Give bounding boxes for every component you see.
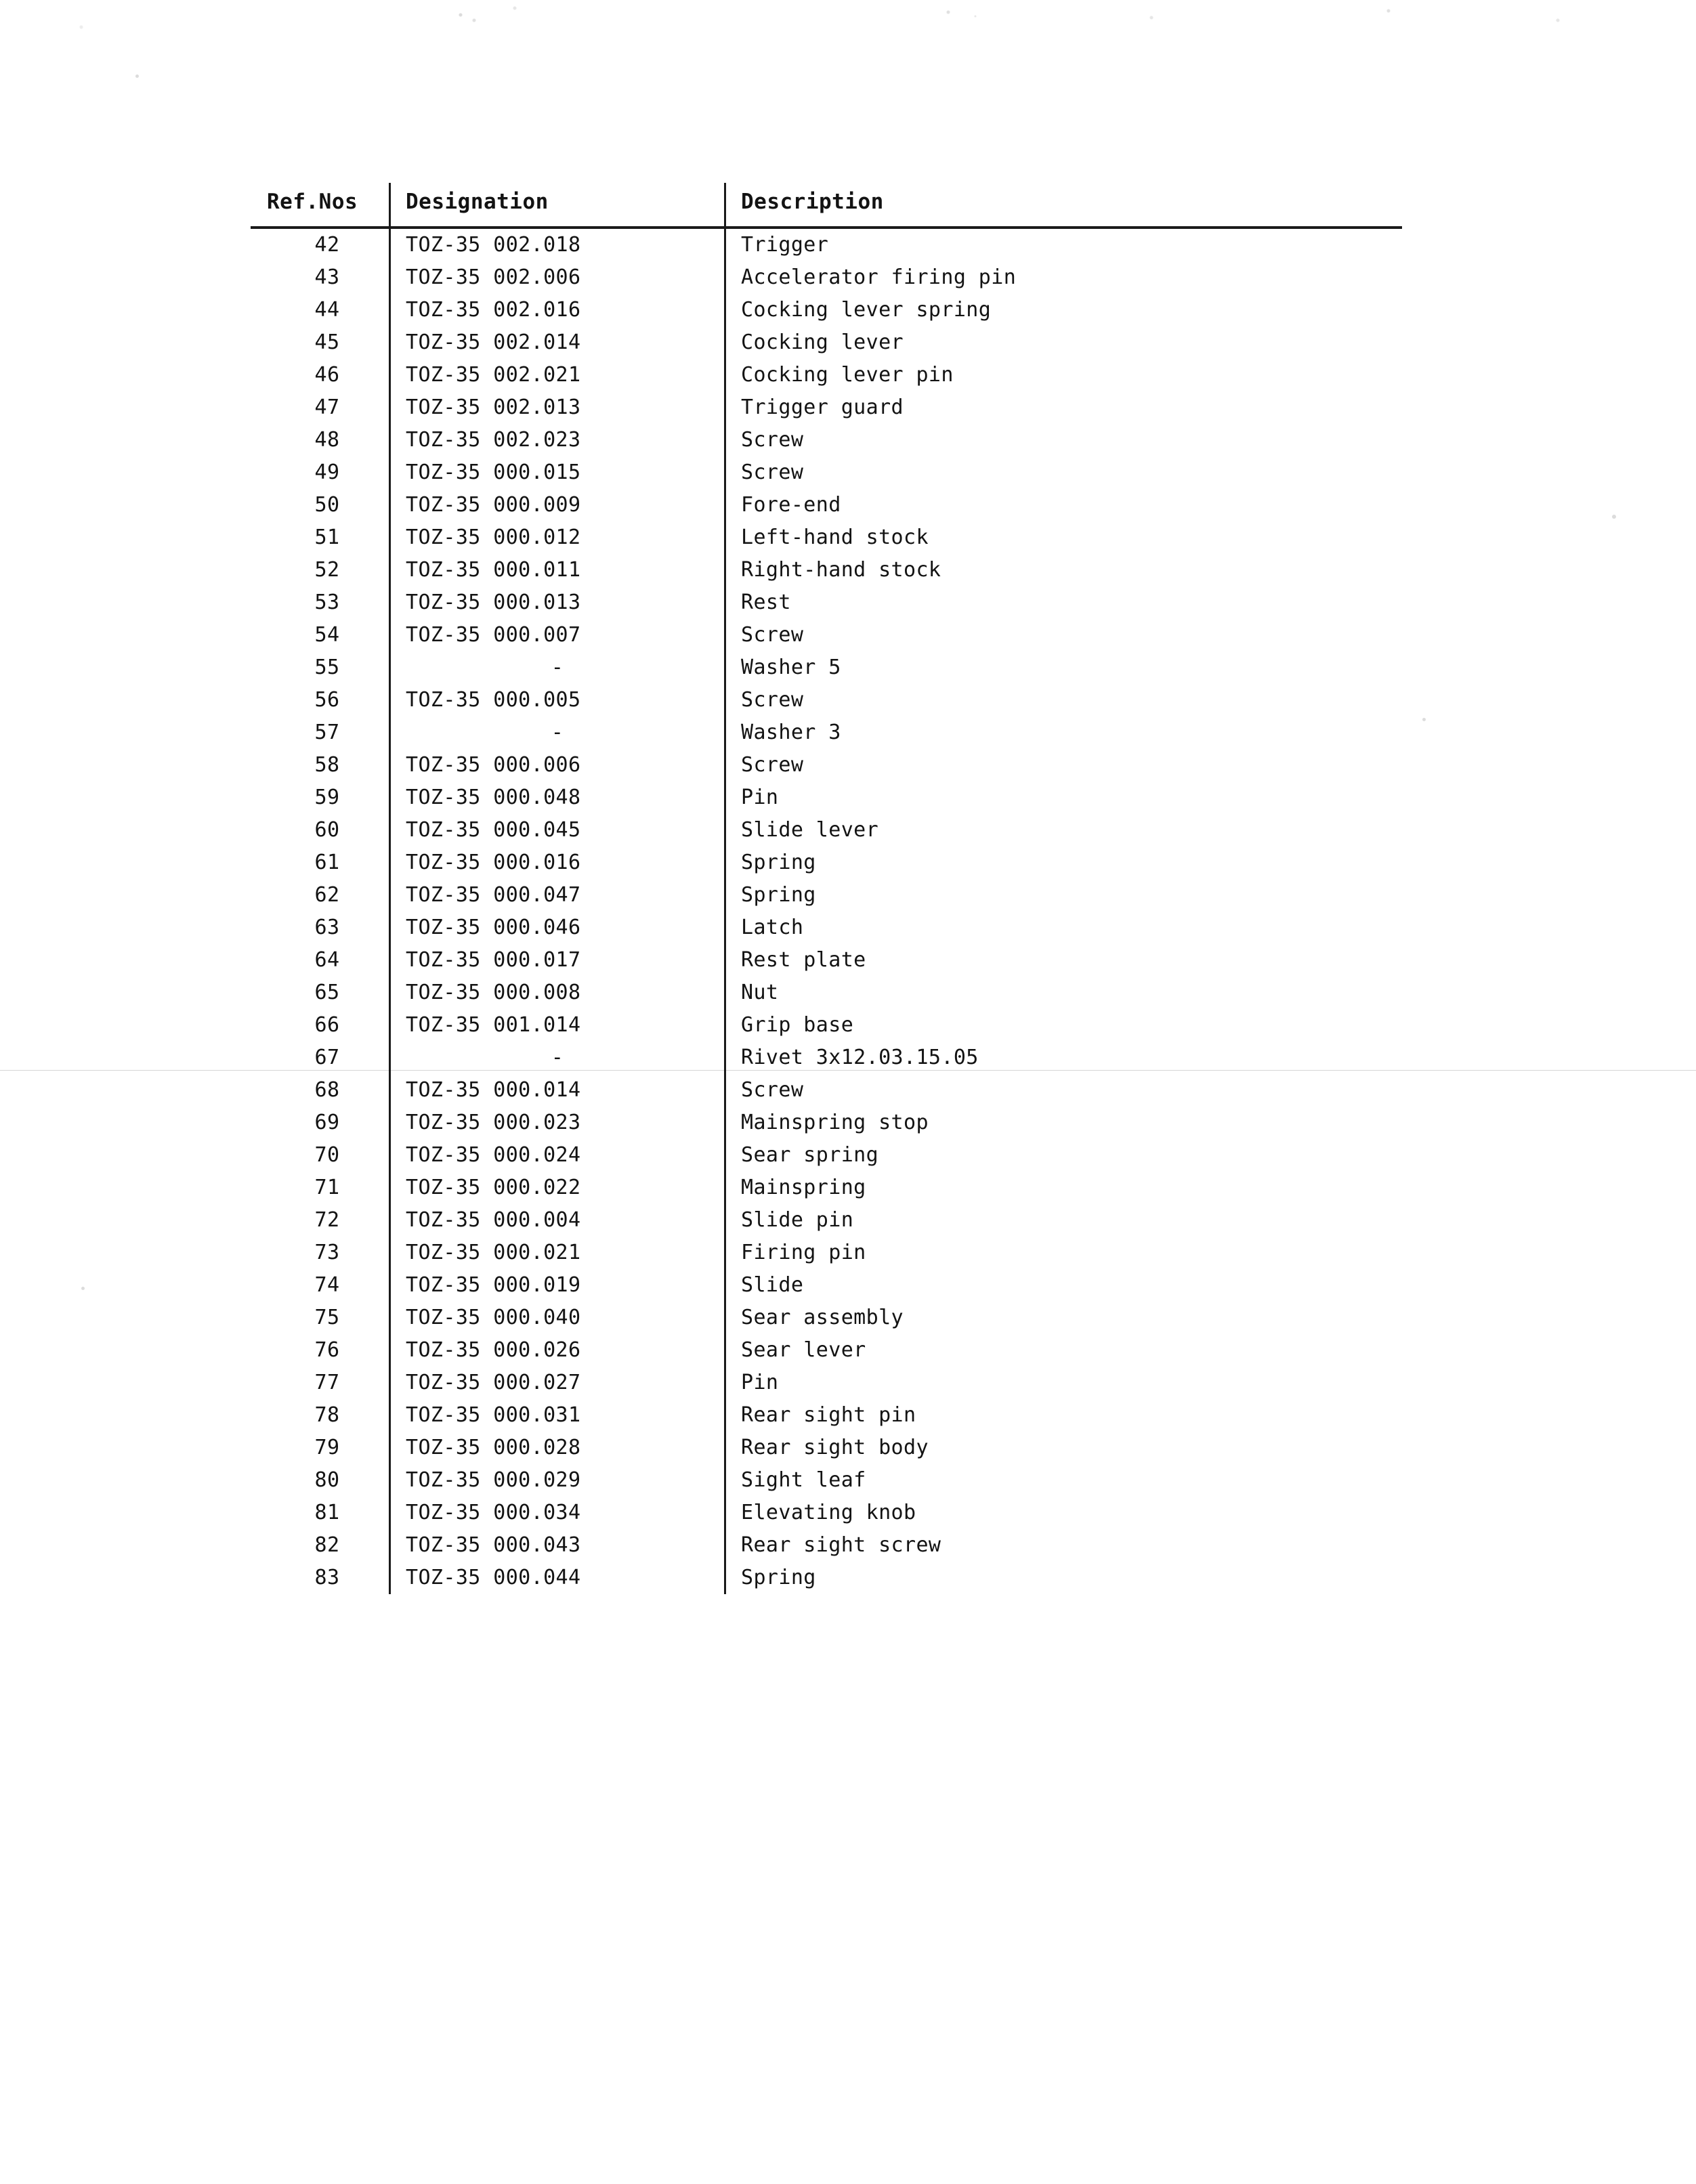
cell-description: Screw: [725, 749, 1403, 781]
cell-ref-no: 54: [314, 623, 340, 647]
cell-designation: TOZ-35 000.022: [390, 1172, 725, 1204]
table-row: [251, 456, 1402, 489]
cell-designation: TOZ-35 002.018: [390, 228, 725, 261]
cell-ref-no: 73: [314, 1241, 340, 1264]
cell-description: Rear sight body: [725, 1432, 1403, 1464]
cell-ref-no: 52: [314, 558, 340, 582]
cell-designation: TOZ-35 000.011: [390, 554, 725, 586]
cell-description: Cocking lever: [725, 326, 1403, 359]
cell-designation: TOZ-35 000.028: [390, 1432, 725, 1464]
table-row: [251, 977, 1402, 1009]
cell-description: Elevating knob: [725, 1497, 1403, 1529]
cell-description: Slide: [725, 1269, 1403, 1302]
cell-ref-no: 77: [314, 1371, 340, 1394]
cell-description: Slide lever: [725, 814, 1403, 847]
table-row: [251, 554, 1402, 586]
cell-ref-no: 66: [314, 1013, 340, 1037]
cell-description: Nut: [725, 977, 1403, 1009]
cell-designation: TOZ-35 000.014: [390, 1074, 725, 1107]
cell-designation: TOZ-35 000.021: [390, 1237, 725, 1269]
table-row: [251, 391, 1402, 424]
table-row: [251, 651, 1402, 684]
table-row: [251, 1399, 1402, 1432]
cell-designation: TOZ-35 000.005: [390, 684, 725, 716]
table-row: [251, 716, 1402, 749]
table-row: [251, 489, 1402, 521]
cell-designation: TOZ-35 001.014: [390, 1009, 725, 1042]
cell-description: Grip base: [725, 1009, 1403, 1042]
cell-description: Accelerator firing pin: [725, 261, 1403, 294]
cell-ref-no: 61: [314, 851, 340, 874]
cell-ref-no: 51: [314, 526, 340, 549]
parts-table: [251, 183, 1402, 1594]
cell-ref-no: 67: [314, 1046, 340, 1069]
cell-description: Trigger guard: [725, 391, 1403, 424]
table-row: [251, 326, 1402, 359]
cell-designation: TOZ-35 000.043: [390, 1529, 725, 1562]
cell-description: Latch: [725, 912, 1403, 944]
cell-description: Cocking lever spring: [725, 294, 1403, 326]
cell-designation: TOZ-35 002.023: [390, 424, 725, 456]
cell-designation: TOZ-35 000.045: [390, 814, 725, 847]
cell-designation: TOZ-35 000.015: [390, 456, 725, 489]
table-row: [251, 294, 1402, 326]
cell-designation: TOZ-35 000.019: [390, 1269, 725, 1302]
table-header: [251, 183, 1402, 228]
table-row: [251, 1204, 1402, 1237]
column-header-designation: Designation: [390, 183, 725, 228]
table-row: [251, 1139, 1402, 1172]
parts-list-sheet: [251, 183, 1402, 1594]
cell-designation: TOZ-35 000.031: [390, 1399, 725, 1432]
cell-description: Slide pin: [725, 1204, 1403, 1237]
cell-designation: TOZ-35 000.047: [390, 879, 725, 912]
cell-ref-no: 55: [314, 656, 340, 679]
cell-description: Sear lever: [725, 1334, 1403, 1367]
cell-ref-no: 60: [314, 818, 340, 842]
cell-description: Rivet 3x12.03.15.05: [725, 1042, 1403, 1074]
cell-description: Fore-end: [725, 489, 1403, 521]
table-row: [251, 359, 1402, 391]
cell-ref-no: 47: [314, 395, 340, 419]
cell-ref-no: 64: [314, 948, 340, 972]
cell-ref-no: 44: [314, 298, 340, 322]
column-header-description: Description: [725, 183, 1403, 228]
cell-ref-no: 53: [314, 591, 340, 614]
cell-designation: TOZ-35 000.048: [390, 781, 725, 814]
table-row: [251, 814, 1402, 847]
cell-description: Sear assembly: [725, 1302, 1403, 1334]
table-row: [251, 1042, 1402, 1074]
cell-description: Spring: [725, 847, 1403, 879]
cell-ref-no: 46: [314, 363, 340, 387]
cell-ref-no: 56: [314, 688, 340, 712]
cell-designation: TOZ-35 000.044: [390, 1562, 725, 1594]
cell-description: Screw: [725, 619, 1403, 651]
cell-ref-no: 82: [314, 1533, 340, 1557]
scan-noise-top: [0, 0, 1696, 47]
table-row: [251, 1269, 1402, 1302]
table-row: [251, 781, 1402, 814]
cell-description: Sear spring: [725, 1139, 1403, 1172]
scan-speck: [1422, 718, 1426, 721]
table-row: [251, 1302, 1402, 1334]
cell-description: Rest: [725, 586, 1403, 619]
cell-ref-no: 83: [314, 1566, 340, 1589]
cell-ref-no: 72: [314, 1208, 340, 1232]
cell-description: Mainspring: [725, 1172, 1403, 1204]
scan-speck: [1612, 515, 1616, 519]
cell-ref-no: 63: [314, 916, 340, 939]
cell-designation: TOZ-35 000.007: [390, 619, 725, 651]
cell-ref-no: 62: [314, 883, 340, 907]
cell-description: Spring: [725, 1562, 1403, 1594]
cell-description: Spring: [725, 879, 1403, 912]
table-header-row: [251, 183, 1402, 228]
table-row: [251, 1107, 1402, 1139]
cell-description: Pin: [725, 1367, 1403, 1399]
cell-designation: TOZ-35 002.014: [390, 326, 725, 359]
cell-designation: -: [390, 1042, 725, 1074]
cell-designation: TOZ-35 000.009: [390, 489, 725, 521]
table-row: [251, 228, 1402, 261]
cell-ref-no: 79: [314, 1436, 340, 1459]
cell-designation: TOZ-35 000.004: [390, 1204, 725, 1237]
table-row: [251, 912, 1402, 944]
table-row: [251, 1464, 1402, 1497]
cell-ref-no: 65: [314, 981, 340, 1004]
table-row: [251, 1432, 1402, 1464]
cell-description: Rear sight pin: [725, 1399, 1403, 1432]
table-row: [251, 586, 1402, 619]
cell-ref-no: 59: [314, 786, 340, 809]
cell-ref-no: 78: [314, 1403, 340, 1427]
cell-designation: TOZ-35 002.013: [390, 391, 725, 424]
table-body: [251, 228, 1402, 1594]
cell-ref-no: 69: [314, 1111, 340, 1134]
cell-designation: TOZ-35 002.021: [390, 359, 725, 391]
cell-designation: TOZ-35 002.016: [390, 294, 725, 326]
cell-ref-no: 42: [314, 233, 340, 257]
cell-description: Pin: [725, 781, 1403, 814]
cell-ref-no: 74: [314, 1273, 340, 1297]
cell-ref-no: 75: [314, 1306, 340, 1329]
table-row: [251, 1367, 1402, 1399]
cell-ref-no: 50: [314, 493, 340, 517]
table-row: [251, 684, 1402, 716]
cell-designation: TOZ-35 000.008: [390, 977, 725, 1009]
cell-description: Screw: [725, 424, 1403, 456]
cell-ref-no: 70: [314, 1143, 340, 1167]
column-header-ref-nos: Ref.Nos: [251, 183, 390, 228]
table-row: [251, 1009, 1402, 1042]
cell-description: Screw: [725, 1074, 1403, 1107]
scan-speck: [81, 1287, 85, 1290]
cell-ref-no: 81: [314, 1501, 340, 1524]
cell-description: Cocking lever pin: [725, 359, 1403, 391]
table-row: [251, 1334, 1402, 1367]
table-row: [251, 1529, 1402, 1562]
cell-description: Mainspring stop: [725, 1107, 1403, 1139]
cell-ref-no: 43: [314, 265, 340, 289]
table-row: [251, 619, 1402, 651]
cell-description: Screw: [725, 456, 1403, 489]
cell-designation: TOZ-35 002.006: [390, 261, 725, 294]
cell-designation: TOZ-35 000.024: [390, 1139, 725, 1172]
cell-ref-no: 58: [314, 753, 340, 777]
cell-designation: TOZ-35 000.029: [390, 1464, 725, 1497]
cell-ref-no: 57: [314, 721, 340, 744]
cell-designation: -: [390, 651, 725, 684]
cell-ref-no: 49: [314, 461, 340, 484]
cell-description: Screw: [725, 684, 1403, 716]
cell-ref-no: 68: [314, 1078, 340, 1102]
table-row: [251, 521, 1402, 554]
cell-designation: TOZ-35 000.006: [390, 749, 725, 781]
cell-designation: TOZ-35 000.034: [390, 1497, 725, 1529]
cell-designation: TOZ-35 000.046: [390, 912, 725, 944]
scan-speck: [135, 74, 139, 78]
table-row: [251, 944, 1402, 977]
cell-description: Rest plate: [725, 944, 1403, 977]
table-row: [251, 1237, 1402, 1269]
table-row: [251, 1497, 1402, 1529]
table-row: [251, 1562, 1402, 1594]
cell-description: Sight leaf: [725, 1464, 1403, 1497]
cell-designation: TOZ-35 000.016: [390, 847, 725, 879]
cell-description: Trigger: [725, 228, 1403, 261]
cell-ref-no: 76: [314, 1338, 340, 1362]
cell-ref-no: 45: [314, 330, 340, 354]
table-row: [251, 879, 1402, 912]
cell-designation: TOZ-35 000.023: [390, 1107, 725, 1139]
table-row: [251, 847, 1402, 879]
cell-designation: TOZ-35 000.012: [390, 521, 725, 554]
cell-description: Washer 5: [725, 651, 1403, 684]
table-row: [251, 1074, 1402, 1107]
cell-description: Right-hand stock: [725, 554, 1403, 586]
cell-ref-no: 48: [314, 428, 340, 452]
cell-designation: TOZ-35 000.027: [390, 1367, 725, 1399]
cell-designation: TOZ-35 000.017: [390, 944, 725, 977]
table-row: [251, 261, 1402, 294]
cell-designation: TOZ-35 000.013: [390, 586, 725, 619]
cell-description: Rear sight screw: [725, 1529, 1403, 1562]
cell-ref-no: 71: [314, 1176, 340, 1199]
cell-description: Firing pin: [725, 1237, 1403, 1269]
cell-designation: TOZ-35 000.026: [390, 1334, 725, 1367]
cell-designation: -: [390, 716, 725, 749]
cell-ref-no: 80: [314, 1468, 340, 1492]
table-row: [251, 749, 1402, 781]
cell-description: Left-hand stock: [725, 521, 1403, 554]
table-row: [251, 1172, 1402, 1204]
cell-designation: TOZ-35 000.040: [390, 1302, 725, 1334]
table-row: [251, 424, 1402, 456]
cell-description: Washer 3: [725, 716, 1403, 749]
